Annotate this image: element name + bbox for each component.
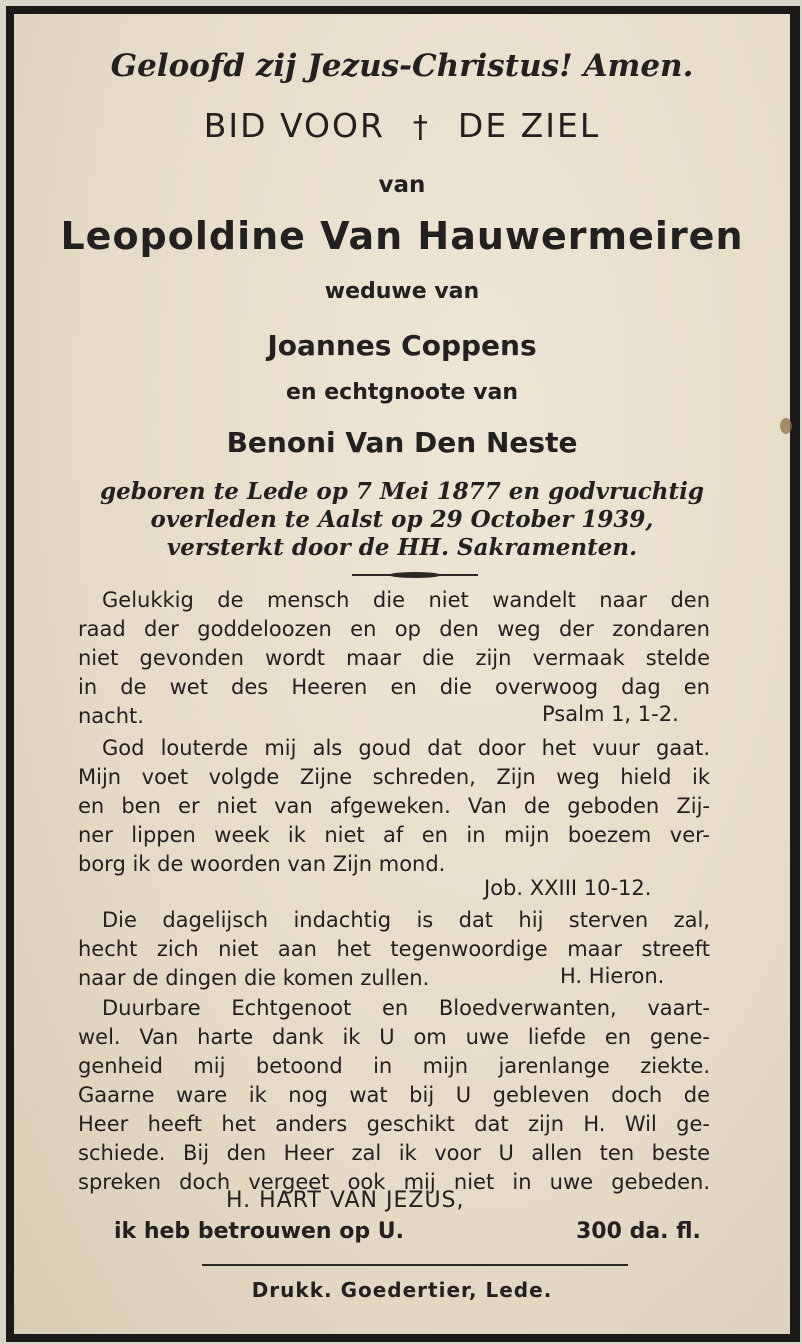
verse-line: Mijn voet volgde Zijne schreden, Zijn weg hield ik xyxy=(78,765,710,789)
memorial-card xyxy=(6,6,800,1342)
invocation: H. HART VAN JEZUS, xyxy=(226,1188,465,1213)
verse-reference: Job. XXIII 10-12. xyxy=(484,876,652,900)
verse-reference: H. Hieron. xyxy=(560,964,665,988)
verse-line: Gaarne ware ik nog wat bij U gebleven doch de xyxy=(78,1083,710,1107)
trust-line: ik heb betrouwen op U. xyxy=(114,1219,404,1244)
paper-stain xyxy=(780,418,792,434)
widow-of-label: weduwe van xyxy=(324,279,480,304)
verse-line: genheid mij betoond in mijn jarenlange ziekte. xyxy=(78,1054,710,1078)
first-husband-name: Joannes Coppens xyxy=(267,329,537,362)
birth-death-line-3: versterkt door de HH. Sakramenten. xyxy=(166,534,638,561)
deceased-name: Leopoldine Van Hauwermeiren xyxy=(60,214,744,258)
printer-credit: Drukk. Goedertier, Lede. xyxy=(251,1278,553,1302)
ornament-divider xyxy=(352,570,478,580)
birth-death-line-1: geboren te Lede op 7 Mei 1877 en godvruchtig xyxy=(100,478,704,505)
verse-line: wel. Van harte dank ik U om uwe liefde en gene- xyxy=(78,1025,710,1049)
verse-line: raad der goddeloozen en op den weg der zondaren xyxy=(78,617,710,641)
verse-line: borg ik de woorden van Zijn mond. xyxy=(78,852,446,876)
verse-reference: Psalm 1, 1-2. xyxy=(542,702,679,726)
verse-line: Gelukkig de mensch die niet wandelt naar den xyxy=(102,588,710,612)
verse-line: en ben er niet van afgeweken. Van de geboden Zij- xyxy=(78,794,710,818)
verse-line: Heer heeft het anders geschikt dat zijn H. Wil ge- xyxy=(78,1112,710,1136)
verse-job xyxy=(78,734,710,879)
verse-line: naar de dingen die komen zullen. xyxy=(78,966,430,990)
birth-death-line-2: overleden te Aalst op 29 October 1939, xyxy=(150,506,654,533)
motto: Geloofd zij Jezus-Christus! Amen. xyxy=(110,48,694,84)
farewell-paragraph xyxy=(78,994,710,1197)
van-label: van xyxy=(378,172,426,198)
prayer-heading xyxy=(14,106,790,145)
verse-line: Duurbare Echtgenoot en Bloedverwanten, vaart- xyxy=(102,996,710,1020)
verse-line: nacht. xyxy=(78,704,144,728)
footer-rule xyxy=(202,1264,628,1266)
verse-line: Die dagelijsch indachtig is dat hij sterven zal, xyxy=(102,908,710,932)
cross-icon: † xyxy=(412,110,430,145)
verse-line: hecht zich niet aan het tegenwoordige maar streeft xyxy=(78,937,710,961)
spouse-of-label: en echtgnoote van xyxy=(286,380,518,405)
verse-line: spreken doch vergeet ook mij niet in uwe gebeden. xyxy=(78,1170,710,1194)
indulgence-label: 300 da. fl. xyxy=(576,1219,701,1244)
prayer-left: BID VOOR xyxy=(203,106,385,145)
verse-line: ner lippen week ik niet af en in mijn boezem ver- xyxy=(78,823,710,847)
prayer-right: DE ZIEL xyxy=(457,106,601,145)
verse-line: in de wet des Heeren en die overwoog dag en xyxy=(78,675,710,699)
verse-line: schiede. Bij den Heer zal ik voor U allen ten beste xyxy=(78,1141,710,1165)
verse-line: God louterde mij als goud dat door het vuur gaat. xyxy=(102,736,710,760)
second-husband-name: Benoni Van Den Neste xyxy=(226,426,578,459)
verse-line: niet gevonden wordt maar die zijn vermaak stelde xyxy=(78,646,710,670)
